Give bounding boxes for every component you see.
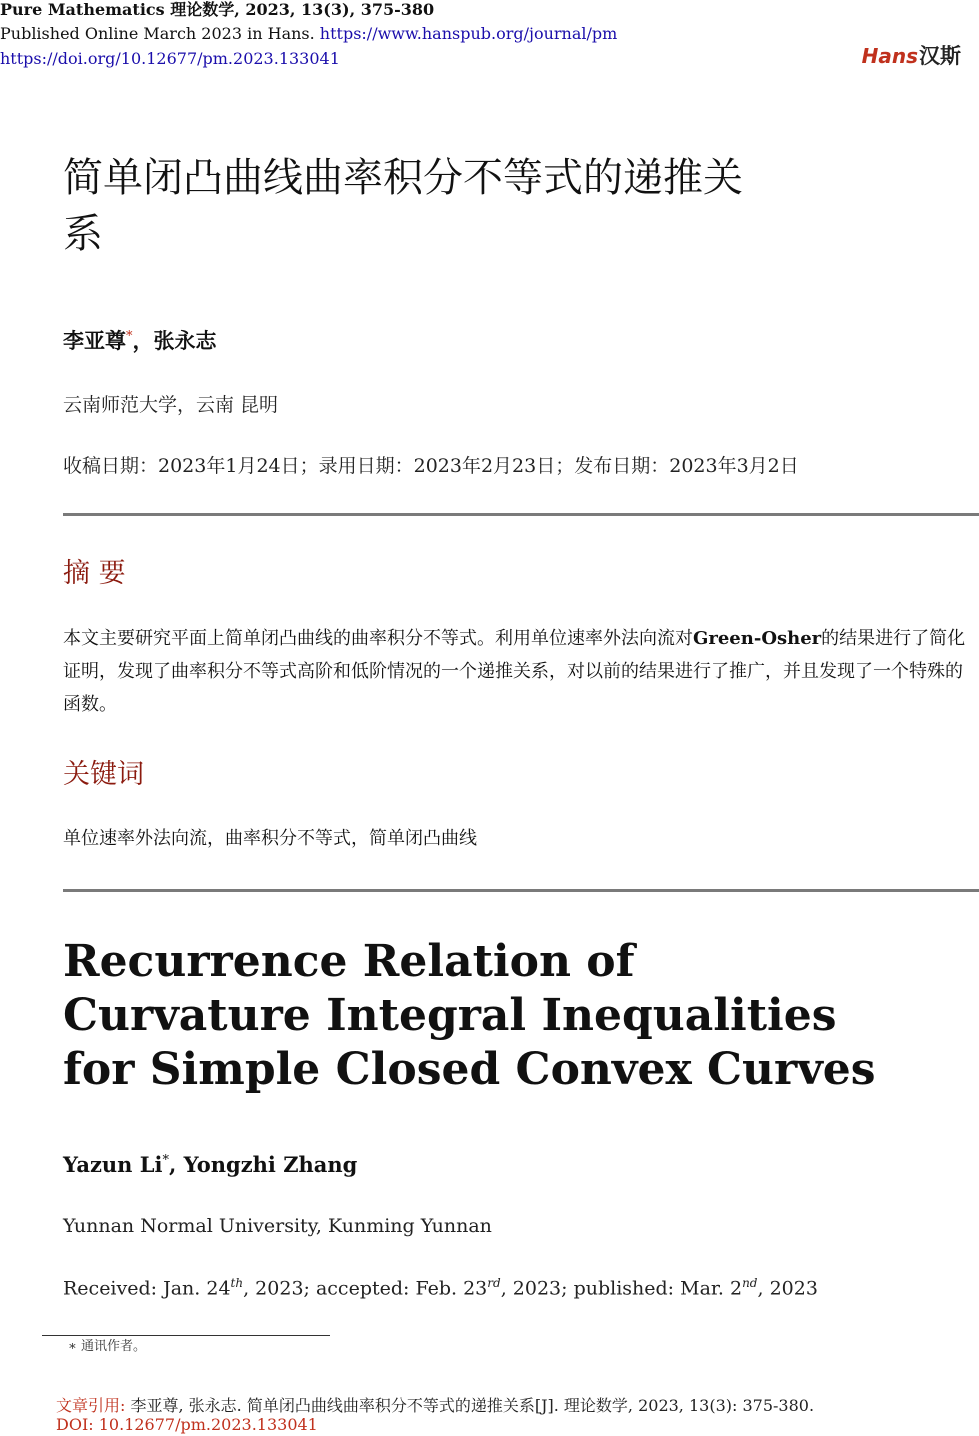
section-divider-2 <box>63 889 979 892</box>
chinese-dates: 收稿日期：2023年1月24日；录用日期：2023年2月23日；发布日期：2023年3月2日 <box>63 455 799 477</box>
author-separator: ， <box>132 328 154 353</box>
section-divider <box>63 513 979 516</box>
accepted-text: , 2023; accepted: Feb. 23 <box>243 1277 488 1300</box>
english-dates <box>63 1276 818 1299</box>
corresponding-star-en: * <box>162 1153 169 1168</box>
author-2-cn: 张永志 <box>153 328 217 353</box>
citation-line <box>56 1393 814 1416</box>
published-text: Published Online March 2023 in Hans. <box>0 24 315 43</box>
abstract-text-2: 的结果进行了简化证明，发现了曲率积分不等式高阶和低阶情况的一个递推关系，对以前的结果进行了推广，并且发现了一个特殊的函数。 <box>63 628 966 715</box>
published-date-text: , 2023; published: Mar. 2 <box>500 1277 743 1300</box>
published-sup: nd <box>742 1276 758 1290</box>
footnote-marker: ∗ <box>68 1339 77 1354</box>
citation-doi[interactable]: DOI: 10.12677/pm.2023.133041 <box>56 1415 318 1434</box>
published-line <box>0 24 617 44</box>
abstract-text-1: 本文主要研究平面上简单闭凸曲线的曲率积分不等式。利用单位速率外法向流对 <box>63 628 693 649</box>
corresponding-star: * <box>126 329 133 344</box>
abstract-body <box>63 622 969 721</box>
logo-chinese: 汉斯 <box>919 44 961 68</box>
footnote <box>68 1335 146 1354</box>
chinese-title: 简单闭凸曲线曲率积分不等式的递推关系 <box>63 155 743 257</box>
abstract-heading: 摘 要 <box>63 558 126 589</box>
journal-link[interactable]: https://www.hanspub.org/journal/pm <box>319 24 618 43</box>
keywords-body: 单位速率外法向流，曲率积分不等式，简单闭凸曲线 <box>63 828 477 849</box>
english-affiliation: Yunnan Normal University, Kunming Yunnan <box>63 1215 492 1237</box>
journal-header: Pure Mathematics 理论数学, 2023, 13(3), 375-380 <box>0 0 435 19</box>
author-1-cn: 李亚尊 <box>63 328 126 353</box>
abstract-bold-term: Green-Osher <box>693 628 822 649</box>
citation-text: 李亚尊, 张永志. 简单闭凸曲线曲率积分不等式的递推关系[J]. 理论数学, 2023, 13(3): 375-380. <box>130 1396 815 1415</box>
author-2-en: , Yongzhi Zhang <box>168 1152 358 1177</box>
keywords-heading: 关键词 <box>63 759 144 790</box>
chinese-authors <box>63 325 217 355</box>
received-text: Received: Jan. 24 <box>63 1277 231 1300</box>
received-sup: th <box>230 1276 244 1290</box>
chinese-affiliation: 云南师范大学，云南 昆明 <box>63 394 279 416</box>
doi-line <box>0 49 340 69</box>
dates-tail: , 2023 <box>757 1277 818 1300</box>
logo-latin: Hans <box>861 44 918 68</box>
english-title: Recurrence Relation of Curvature Integral Inequalities for Simple Closed Convex Curves <box>63 936 876 1095</box>
citation-label: 文章引用: <box>56 1396 126 1415</box>
english-authors <box>63 1152 357 1177</box>
doi-link[interactable]: https://doi.org/10.12677/pm.2023.133041 <box>0 49 340 68</box>
hans-logo <box>862 40 961 70</box>
author-1-en: Yazun Li <box>63 1152 163 1177</box>
accepted-sup: rd <box>487 1276 501 1290</box>
footnote-text: 通讯作者。 <box>80 1339 146 1354</box>
